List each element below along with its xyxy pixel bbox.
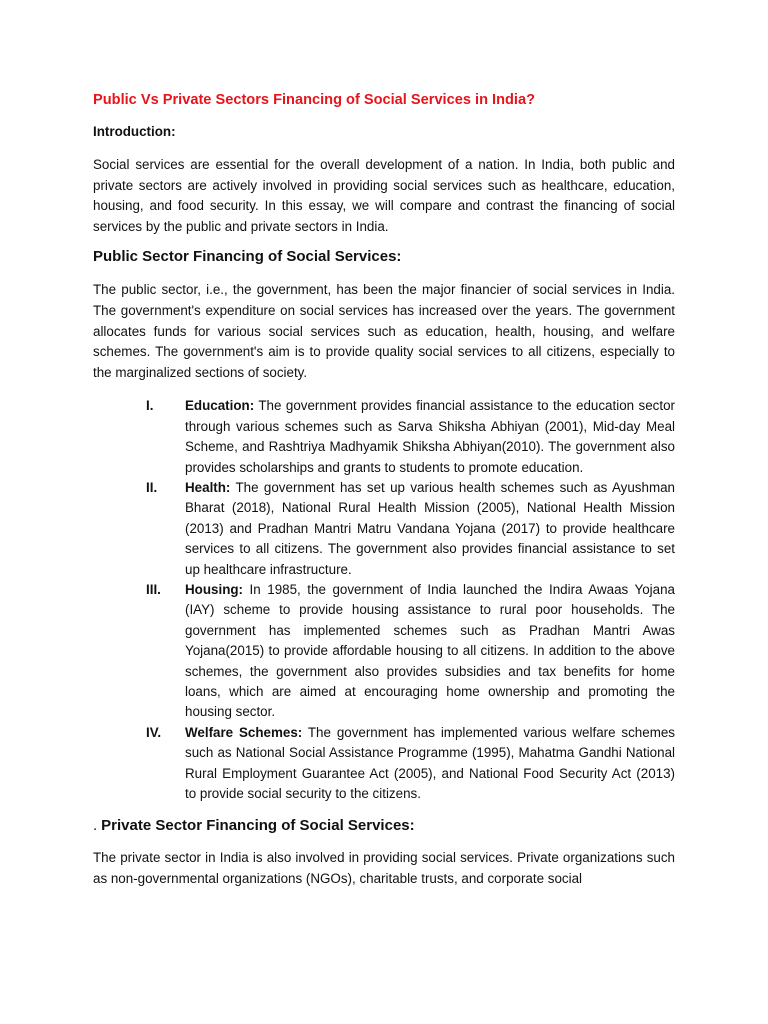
document-page xyxy=(93,84,675,890)
private-sector-heading xyxy=(93,815,675,837)
list-item-term: Education: xyxy=(185,398,255,414)
list-item-term: Welfare Schemes: xyxy=(185,724,303,740)
list-number: IV. xyxy=(146,724,162,740)
private-sector-paragraph: The private sector in India is also involved in providing social services. Private organizations such as non-governmental organizations (NGOs), charitable trusts, and corporate social xyxy=(93,850,675,887)
list-item-text: The government has set up various health schemes such as Ayushman Bharat (2018), National Rural Health Mission (2005), National Health Mission (2013) and Pradhan Mantri Matru Vandana Yojana (2017) to provide healthcare services to all citizens. The government also provides financial assistance to set up healthcare infrastructure. xyxy=(185,479,675,577)
list-item-body xyxy=(185,723,675,805)
list-item-text: The government provides financial assistance to the education sector through various schemes such as Sarva Shiksha Abhiyan (2001), Mid-day Meal Scheme, and Rashtriya Madhyamik Shiksha Abhiyan(2010). The government also provides scholarships and grants to students to promote education. xyxy=(185,398,675,475)
document-title: Public Vs Private Sectors Financing of Social Services in India? xyxy=(93,92,536,108)
introduction-heading: Introduction: xyxy=(93,124,176,139)
list-item-term: Health: xyxy=(185,479,231,495)
list-item-health xyxy=(93,478,675,580)
list-number: II. xyxy=(146,479,158,495)
list-item-welfare-schemes xyxy=(93,723,675,805)
introduction-paragraph: Social services are essential for the overall development of a nation. In India, both public and private sectors are actively involved in providing social services such as healthcare, education, housing, and food security. In this essay, we will compare and contrast the financing of social services by the public and private sectors in India. xyxy=(93,157,675,234)
list-item-education xyxy=(93,396,675,478)
public-sector-list xyxy=(93,396,675,804)
list-number: III. xyxy=(146,582,161,597)
private-sector-heading-text: Private Sector Financing of Social Services: xyxy=(101,817,415,835)
public-sector-heading: Public Sector Financing of Social Services: xyxy=(93,248,402,266)
list-item-housing xyxy=(93,580,675,723)
list-item-body xyxy=(185,396,675,478)
heading-prefix: . xyxy=(93,817,98,835)
list-item-text: In 1985, the government of India launched the Indira Awaas Yojana (IAY) scheme to provide housing assistance to rural poor households. The government has implemented schemes such as Pradhan Mantri Awas Yojana(2015) to provide affordable housing to all citizens. In addition to the above schemes, the government also provides subsidies and tax benefits for home loans, which are aimed at encouraging home ownership and promoting the housing sector. xyxy=(185,582,675,720)
public-sector-paragraph: The public sector, i.e., the government, has been the major financier of social services in India. The government's expenditure on social services has increased over the years. The government allocates funds for various social services such as education, health, housing, and welfare schemes. The government's aim is to provide quality social services to all citizens, especially to the marginalized sections of society. xyxy=(93,282,675,380)
list-item-body xyxy=(185,478,675,580)
list-number: I. xyxy=(146,398,154,414)
list-item-term: Housing: xyxy=(185,582,244,597)
list-item-body xyxy=(185,580,675,723)
list-item-text: The government has implemented various welfare schemes such as National Social Assistance Programme (1995), Mahatma Gandhi National Rural Employment Guarantee Act (2005), and National Food Security Act (2013) to provide social security to the citizens. xyxy=(185,724,675,802)
